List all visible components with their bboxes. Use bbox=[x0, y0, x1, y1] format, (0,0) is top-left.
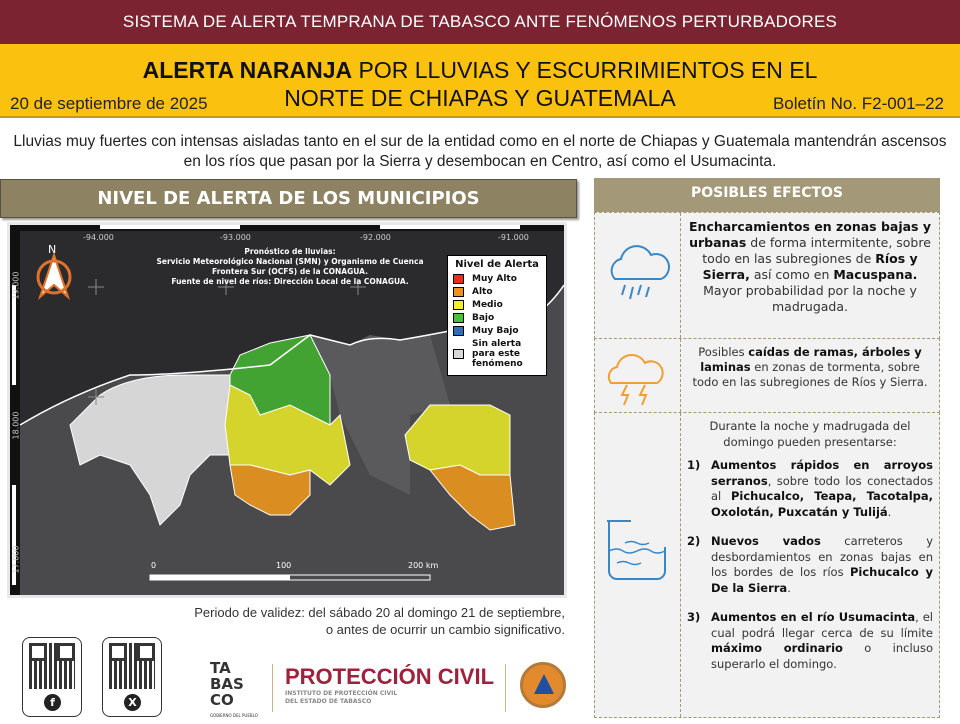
effect-text: Encharcamientos en zonas bajas y urbanas de forma intermitente, sobre todo en las subregiones de Ríos y Sierra, así como en Macuspana. Mayor probabilidad por la noche y madrugada. bbox=[689, 219, 931, 314]
lon-label: -92.000 bbox=[360, 233, 391, 242]
legend-label: Muy Alto bbox=[472, 274, 517, 284]
proteccion-civil-title: PROTECCIÓN CIVIL bbox=[285, 664, 495, 689]
scale-label: 200 km bbox=[408, 561, 439, 570]
logo-text: BAS bbox=[210, 675, 244, 693]
effect-storm bbox=[594, 338, 940, 413]
legend-item bbox=[453, 274, 541, 284]
legend-item bbox=[453, 326, 541, 336]
lat-label: 17.000 bbox=[11, 545, 21, 574]
map-source bbox=[140, 247, 440, 287]
water-level-icon bbox=[595, 413, 681, 717]
effect-list-item: 2) Nuevos vados carreteros y desbordamientos en zonas bajas en los bordes de los ríos Pichucalco y De la Sierra. bbox=[687, 534, 933, 595]
divider bbox=[272, 664, 273, 712]
legend-title: Nivel de Alerta bbox=[455, 259, 539, 270]
map-section-header: NIVEL DE ALERTA DE LOS MUNICIPIOS bbox=[0, 179, 577, 218]
alert-title bbox=[120, 56, 840, 112]
legend-swatch bbox=[453, 287, 464, 297]
lat-label: 18.000 bbox=[11, 411, 21, 440]
alert-subject: POR LLUVIAS Y ESCURRIMIENTOS EN EL NORTE DE CHIAPAS Y GUATEMALA bbox=[284, 57, 818, 111]
x-icon: X bbox=[124, 694, 141, 711]
map-legend bbox=[447, 255, 547, 376]
top-bar-title: SISTEMA DE ALERTA TEMPRANA DE TABASCO ANTE FENÓMENOS PERTURBADORES bbox=[0, 0, 960, 44]
effect-text: Posibles caídas de ramas, árboles y laminas en zonas de tormenta, sobre todo en las subregiones de Ríos y Sierra. bbox=[692, 345, 928, 389]
source-line: Servicio Meteorológico Nacional (SMN) y Organismo de Cuenca bbox=[156, 257, 424, 266]
source-line: Fuente de nivel de ríos: Dirección Local de la CONAGUA. bbox=[171, 277, 409, 286]
effect-intro: Durante la noche y madrugada del domingo pueden presentarse: bbox=[709, 419, 911, 449]
alert-map bbox=[7, 222, 567, 598]
qr-code-icon bbox=[29, 643, 75, 689]
intro-text: Lluvias muy fuertes con intensas aisladas tanto en el sur de la entidad como en el norte de Chiapas y Guatemala mantendrán ascensos en los ríos que pasan por la Sierra y desembocan en Centro, así como el Usumacinta. bbox=[13, 133, 947, 170]
source-line: Pronóstico de lluvias: bbox=[244, 247, 336, 256]
legend-item bbox=[453, 287, 541, 297]
lon-label: -94.000 bbox=[83, 233, 114, 242]
pc-sub-line: DEL ESTADO DE TABASCO bbox=[285, 698, 372, 705]
effect-text bbox=[687, 419, 933, 672]
proteccion-civil-subtitle bbox=[285, 690, 397, 706]
logo-text: TA bbox=[210, 659, 231, 677]
legend-swatch bbox=[453, 313, 464, 323]
legend-label: Sin alerta para este fenómeno bbox=[472, 339, 523, 369]
validity-line: Periodo de validez: del sábado 20 al domingo 21 de septiembre, bbox=[194, 605, 565, 620]
logo-sub: GOBIERNO DEL PUEBLO bbox=[210, 713, 258, 718]
lat-label: 19.000 bbox=[11, 271, 21, 300]
legend-item bbox=[453, 339, 541, 369]
facebook-qr[interactable] bbox=[22, 637, 82, 717]
effects-header: POSIBLES EFECTOS bbox=[594, 178, 940, 212]
effect-list-item: 1) Aumentos rápidos en arroyos serranos, sobre todo los conectados al Pichucalco, Teapa, Tacotalpa, Oxolotán, Puxcatán y Tulijá. bbox=[687, 458, 933, 519]
bulletin-date: 20 de septiembre de 2025 bbox=[10, 94, 208, 113]
facebook-icon: f bbox=[44, 694, 61, 711]
tabasco-logo bbox=[210, 660, 258, 724]
legend-item bbox=[453, 300, 541, 310]
alert-level: ALERTA NARANJA bbox=[142, 57, 353, 83]
effect-list-item: 3) Aumentos en el río Usumacinta, el cual podrá llegar cerca de su límite máximo ordinario o incluso superarlo el domingo. bbox=[687, 610, 933, 671]
divider bbox=[505, 664, 506, 712]
legend-swatch bbox=[453, 349, 464, 359]
scale-label: 100 bbox=[276, 561, 292, 570]
logo-text: CO bbox=[210, 691, 234, 709]
source-line: Frontera Sur (OCFS) de la CONAGUA. bbox=[212, 267, 368, 276]
legend-label: Bajo bbox=[472, 313, 495, 323]
legend-label: Alto bbox=[472, 287, 493, 297]
rain-cloud-icon bbox=[595, 213, 681, 338]
legend-label: Muy Bajo bbox=[472, 326, 519, 336]
legend-swatch bbox=[453, 300, 464, 310]
north-arrow-icon: N bbox=[48, 243, 57, 256]
lon-label: -91.000 bbox=[498, 233, 529, 242]
legend-label: Medio bbox=[472, 300, 503, 310]
effect-flooding bbox=[594, 212, 940, 339]
scale-label: 0 bbox=[151, 561, 157, 570]
alert-banner bbox=[0, 44, 960, 118]
legend-swatch bbox=[453, 326, 464, 336]
x-qr[interactable] bbox=[102, 637, 162, 717]
legend-item bbox=[453, 313, 541, 323]
bulletin-number: Boletín No. F2-001–22 bbox=[772, 94, 944, 113]
effect-rivers bbox=[594, 412, 940, 718]
civil-protection-seal-icon bbox=[520, 662, 566, 708]
validity-line: o antes de ocurrir un cambio significativo. bbox=[325, 622, 565, 637]
storm-cloud-icon bbox=[595, 339, 681, 412]
legend-swatch bbox=[453, 274, 464, 284]
pc-sub-line: INSTITUTO DE PROTECCIÓN CIVIL bbox=[285, 690, 398, 697]
validity-period bbox=[100, 604, 565, 638]
qr-code-icon bbox=[109, 643, 155, 689]
lon-label: -93.000 bbox=[220, 233, 251, 242]
